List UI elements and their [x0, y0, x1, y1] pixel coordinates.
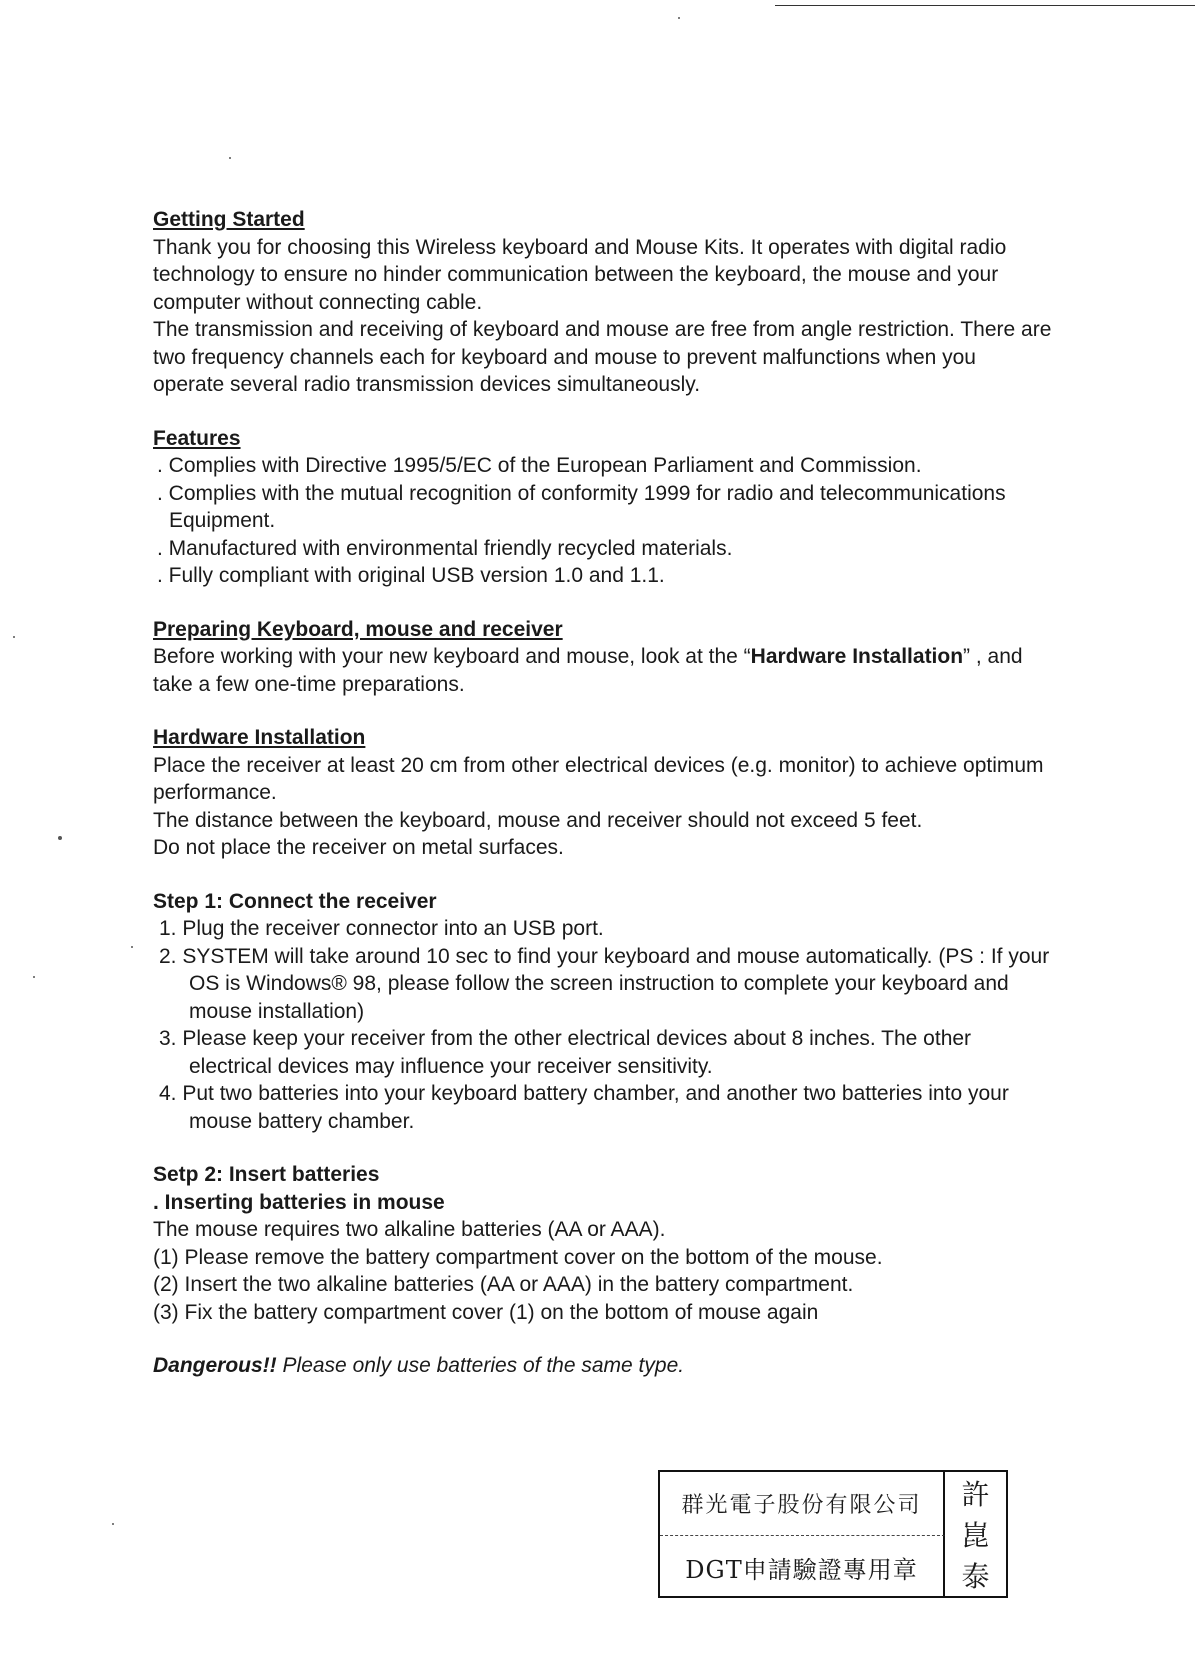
getting-started-paragraph-1: Thank you for choosing this Wireless keyboard and Mouse Kits. It operates with digital radio technology to ensure no hinder communication between the keyboard, the mouse and your computer without connecting cable.: [153, 235, 1007, 314]
document-body: [153, 206, 1053, 1380]
feature-item: . Fully compliant with original USB version 1.0 and 1.1.: [153, 562, 1053, 590]
preparing-bold-link-text: Hardware Installation: [750, 645, 964, 668]
scan-speck: [229, 157, 231, 159]
scan-speck: [13, 636, 15, 638]
step2-subheading: . Inserting batteries in mouse: [153, 1190, 445, 1214]
step2-section: [153, 1161, 1053, 1326]
warning-text: Please only use batteries of the same type.: [276, 1354, 685, 1377]
step1-item: 3. Please keep your receiver from the other electrical devices about 8 inches. The other electrical devices may influence your receiver sensitivity.: [159, 1027, 972, 1078]
step2-item: (1) Please remove the battery compartment cover on the bottom of the mouse.: [153, 1245, 883, 1269]
stamp-name-char: 許: [961, 1477, 990, 1511]
warning-label: Dangerous!!: [153, 1354, 277, 1377]
scan-speck: [678, 17, 680, 19]
step1-item: 2. SYSTEM will take around 10 sec to find your keyboard and mouse automatically. (PS : If your OS is Windows® 98, please follow the screen instruction to complete your keyboard and mouse installation): [159, 944, 1050, 1023]
feature-item: . Complies with Directive 1995/5/EC of the European Parliament and Commission.: [153, 452, 1053, 480]
features-list: [153, 452, 1053, 590]
step1-heading: Step 1: Connect the receiver: [153, 889, 437, 913]
scan-speck: [33, 976, 35, 978]
warning-line: [153, 1352, 1053, 1380]
preparing-text-before: Before working with your new keyboard and mouse, look at the “: [153, 645, 751, 668]
step1-list: [153, 915, 1053, 1135]
step1-item: 1. Plug the receiver connector into an USB port.: [159, 917, 604, 940]
hardware-paragraph-1: Place the receiver at least 20 cm from other electrical devices (e.g. monitor) to achieve optimum performance.: [153, 753, 1044, 804]
step2-item: (3) Fix the battery compartment cover (1) on the bottom of mouse again: [153, 1300, 819, 1324]
preparing-section: [153, 616, 1053, 699]
hardware-section: [153, 724, 1053, 862]
feature-item: . Complies with the mutual recognition of conformity 1999 for radio and telecommunications Equipment.: [153, 480, 1053, 535]
stamp-company-name: 群光電子股份有限公司: [660, 1472, 945, 1536]
preparing-paragraph: [153, 643, 1053, 698]
step2-heading: Setp 2: Insert batteries: [153, 1163, 380, 1186]
step1-section: [153, 888, 1053, 1136]
step2-intro: The mouse requires two alkaline batteries (AA or AAA).: [153, 1218, 666, 1241]
scan-speck: [131, 946, 133, 948]
step1-item: 4. Put two batteries into your keyboard battery chamber, and another two batteries into your mouse battery chamber.: [159, 1082, 1009, 1133]
scan-speck: [58, 836, 62, 840]
stamp-personal-name: [945, 1472, 1006, 1596]
preparing-heading: Preparing Keyboard, mouse and receiver: [153, 617, 563, 641]
stamp-certification-line: DGT申請驗證專用章: [660, 1536, 945, 1598]
feature-item: . Manufactured with environmental friendly recycled materials.: [153, 535, 1053, 563]
hardware-paragraph-2: The distance between the keyboard, mouse and receiver should not exceed 5 feet.: [153, 808, 923, 832]
hardware-paragraph-3: Do not place the receiver on metal surfaces.: [153, 836, 564, 859]
getting-started-section: [153, 206, 1053, 399]
stamp-name-char: 崑: [961, 1518, 990, 1552]
hardware-heading: Hardware Installation: [153, 726, 366, 749]
features-heading: Features: [153, 426, 241, 450]
step2-item: (2) Insert the two alkaline batteries (AA or AAA) in the battery compartment.: [153, 1273, 854, 1296]
getting-started-paragraph-2: The transmission and receiving of keyboard and mouse are free from angle restriction. There are two frequency channels each for keyboard and mouse to prevent malfunctions when you operate several radio transmission devices simultaneously.: [153, 318, 1052, 396]
stamp-name-char: 泰: [961, 1560, 990, 1594]
scan-speck: [112, 1523, 114, 1525]
getting-started-heading: Getting Started: [153, 208, 305, 231]
preparing-text-after: ” , and take a few one-time preparations.: [153, 645, 1023, 696]
features-section: [153, 425, 1053, 590]
top-rule: [775, 5, 1195, 6]
company-seal-stamp: [658, 1470, 1008, 1598]
